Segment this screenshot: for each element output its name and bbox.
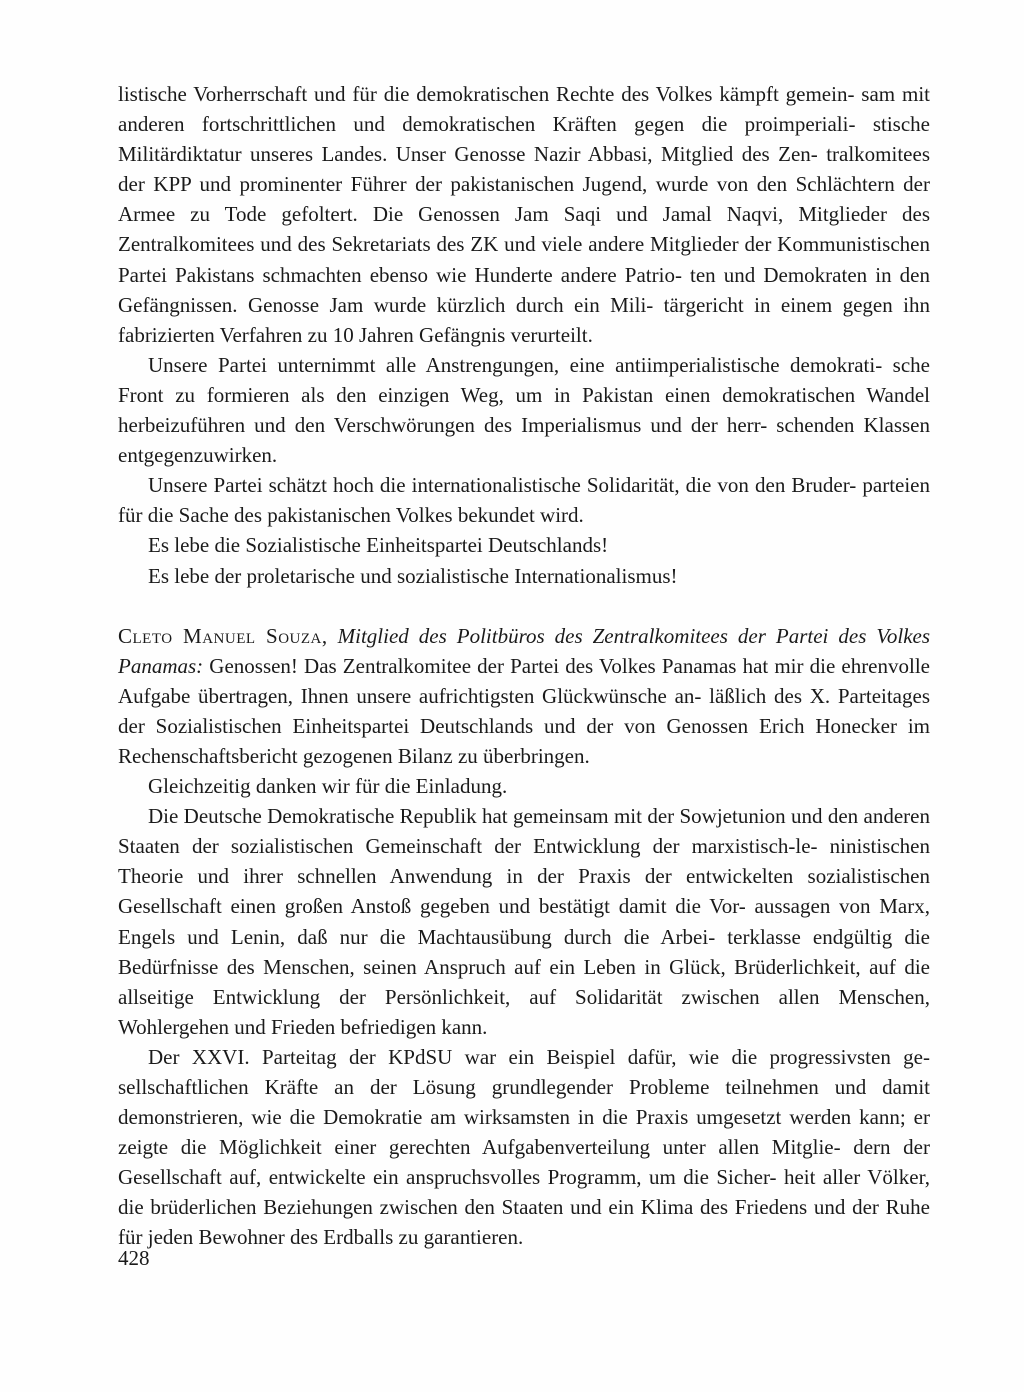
paragraph: Unsere Partei schätzt hoch die internationalistische Solidarität, die von den Bruder- parteien für die Sache des pakistanischen Volkes bekundet wird. (118, 473, 930, 528)
paragraph: Unsere Partei unternimmt alle Anstrengungen, eine antiimperialistische demokrati- sche Front zu formieren als den einzigen Weg, um in Pakistan einen demokratischen Wandel herbeizuführen und den Verschwörungen des Imperialismus und der herr- schenden Klassen entgegenzuwirken. (118, 352, 930, 468)
body-text (118, 79, 930, 1253)
page-number: 428 (118, 1246, 150, 1270)
speaker-role: Mitglied des Politbüros des Zentralkomitees der Partei des Volkes Panamas: (118, 623, 931, 678)
paragraph: Es lebe die Sozialistische Einheitspartei Deutschlands! (148, 533, 609, 558)
speech-opening: Genossen! Das Zentralkomitee der Partei des Volkes Panamas hat mir die ehrenvolle Aufgabe übertragen, Ihnen unsere aufrichtigsten Glückwünsche an- läßlich des X. Parteitages der Sozialistischen Einheitspartei Deutschlands und der von Genossen Erich Honecker im Rechenschaftsbericht gezogenen Bilanz zu überbringen. (118, 653, 930, 768)
speaker-paragraph (118, 621, 930, 771)
paragraph: listische Vorherrschaft und für die demokratischen Rechte des Volkes kämpft gemein- sam mit anderen fortschrittlichen und demokratischen Kräften gegen die proimperiali- stische Militärdiktatur unseres Landes. Unser Genosse Nazir Abbasi, Mitglied des Zen- tralkomitees der KPP und prominenter Führer der pakistanischen Jugend, wurde von den Schlächtern der Armee zu Tode gefoltert. Die Genossen Jam Saqi und Jamal Naqvi, Mitglieder des Zentralkomitees und des Sekretariats des ZK und viele andere Mitglieder der Kommunistischen Partei Pakistans schmachten ebenso wie Hunderte andere Patrio- ten und Demokraten in den Gefängnissen. Genosse Jam wurde kürzlich durch ein Mili- tärgericht in einem gegen ihn fabrizierten Verfahren zu 10 Jahren Gefängnis verurteilt. (118, 82, 930, 347)
section-spacer (118, 591, 930, 621)
paragraph: Der XXVI. Parteitag der KPdSU war ein Beispiel dafür, wie die progressivsten ge- sellschaftlichen Kräfte an der Lösung grundlegender Probleme teilnehmen und damit demonstrieren, wie die Demokratie am wirksamsten in die Praxis umgesetzt werden kann; er zeigte die Möglichkeit einer gerechten Aufgabenverteilung unter allen Mitglie- dern der Gesellschaft auf, entwickelte ein anspruchsvolles Programm, um die Sicher- heit aller Völker, die brüderlichen Beziehungen zwischen den Staaten und ein Klima des Friedens und der Ruhe für jeden Bewohner des Erdballs zu garantieren. (118, 1044, 930, 1250)
paragraph: Die Deutsche Demokratische Republik hat gemeinsam mit der Sowjetunion und den anderen Staaten der sozialistischen Gemeinschaft der Entwicklung der marxistisch-le- ninistischen Theorie und ihrer schnellen Anwendung in der Praxis der entwickelten sozialistischen Gesellschaft einen großen Anstoß gegeben und bestätigt damit die Vor- aussagen von Marx, Engels und Lenin, daß nur die Machtausübung durch die Arbei- terklasse endgültig die Bedürfnisse des Menschen, seinen Anspruch auf ein Leben in Glück, Brüderlichkeit, auf die allseitige Entwicklung der Persönlichkeit, auf Solidarität zwischen allen Menschen, Wohlergehen und Frieden befriedigen kann. (118, 804, 930, 1039)
paragraph: Gleichzeitig danken wir für die Einladung. (148, 774, 508, 799)
paragraph: Es lebe der proletarische und sozialistische Internationalismus! (148, 563, 678, 588)
speaker-name: Cleto Manuel Souza, (118, 623, 328, 648)
